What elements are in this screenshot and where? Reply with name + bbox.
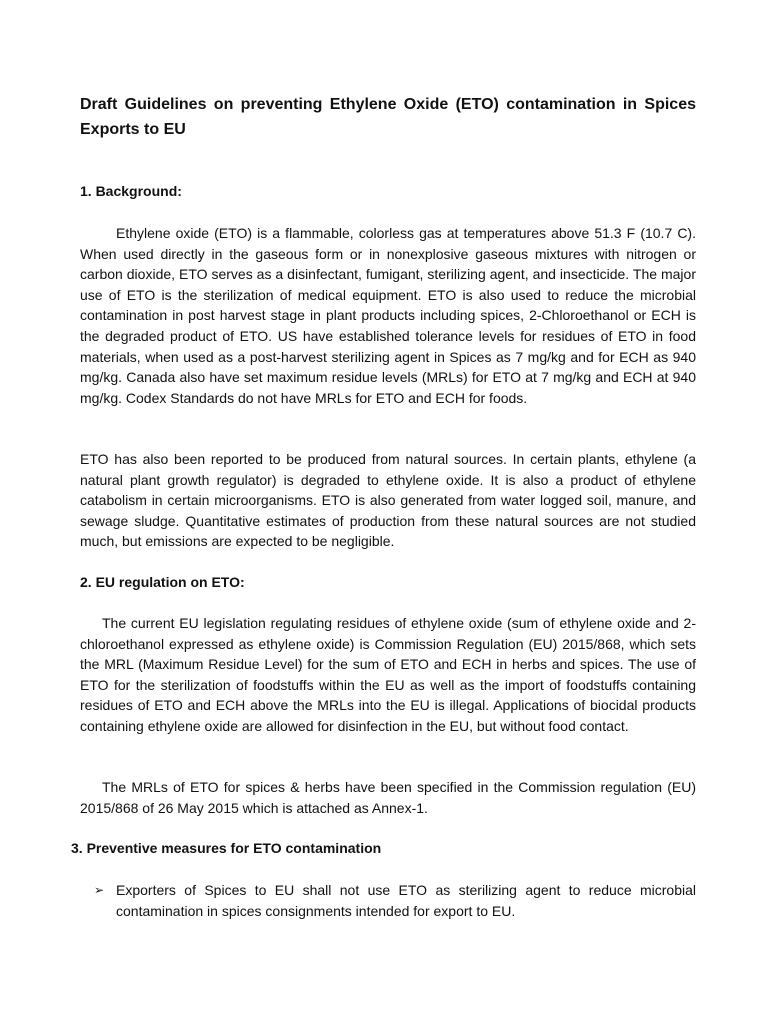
section-heading-preventive-measures: 3. Preventive measures for ETO contamination [71,840,382,856]
eu-regulation-paragraph-2: The MRLs of ETO for spices & herbs have been specified in the Commission regulation (EU) 2015/868 of 26 May 2015 which is attached as Annex-1. [80,779,696,816]
bullet-item [94,880,696,921]
background-paragraph-1: Ethylene oxide (ETO) is a flammable, colorless gas at temperatures above 51.3 F (10.7 C). When used directly in the gaseous form or in nonexplosive gaseous mixtures with nitrogen or carbon dioxide, ETO serves as a disinfectant, fumigant, sterilizing agent, and insecticide. The major use of ETO is the sterilization of medical equipment. ETO is also used to reduce the microbial contamination in post harvest stage in plant products including spices, 2-Chloroethanol or ECH is the degraded product of ETO. US have established tolerance levels for residues of ETO in food materials, when used as a post-harvest sterilizing agent in Spices as 7 mg/kg and for ECH as 940 mg/kg. Canada also have set maximum residue levels (MRLs) for ETO at 7 mg/kg and ECH at 940 mg/kg. Codex Standards do not have MRLs for ETO and ECH for foods. [80,225,696,406]
eu-regulation-paragraph-1: The current EU legislation regulating residues of ethylene oxide (sum of ethylene oxide and 2-chloroethanol expressed as ethylene oxide) is Commission Regulation (EU) 2015/868, which sets the MRL (Maximum Residue Level) for the sum of ETO and ECH in herbs and spices. The use of ETO for the sterilization of foodstuffs within the EU as well as the import of foodstuffs containing residues of ETO and ECH above the MRLs into the EU is illegal. Applications of biocidal products containing ethylene oxide are allowed for disinfection in the EU, but without food contact. [80,615,696,734]
section-heading-background: 1. Background: [80,183,182,199]
arrow-bullet-icon: ➢ [94,883,105,897]
bullet-text: Exporters of Spices to EU shall not use ETO as sterilizing agent to reduce microbial contamination in spices consignments intended for export to EU. [116,882,696,919]
background-paragraph-2: ETO has also been reported to be produced from natural sources. In certain plants, ethylene (a natural plant growth regulator) is degraded to ethylene oxide. It is also a product of ethylene catabolism in certain microorganisms. ETO is also generated from water logged soil, manure, and sewage sludge. Quantitative estimates of production from these natural sources are not studied much, but emissions are expected to be negligible. [80,451,696,550]
document-title: Draft Guidelines on preventing Ethylene Oxide (ETO) contamination in Spices Exports to EU [80,96,696,138]
section-heading-eu-regulation: 2. EU regulation on ETO: [80,574,245,590]
